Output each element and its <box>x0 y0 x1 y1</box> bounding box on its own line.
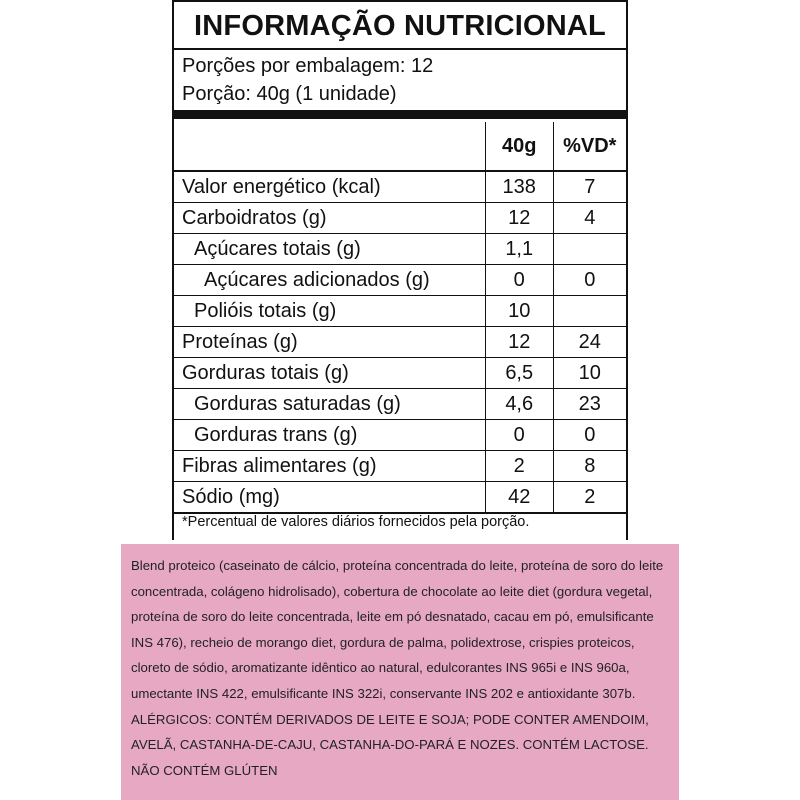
table-row <box>174 327 626 358</box>
table-row <box>174 234 626 265</box>
nutrient-amount: 10 <box>485 296 553 327</box>
table-row <box>174 451 626 482</box>
table-row <box>174 358 626 389</box>
servings-per-package: Porções por embalagem: 12 <box>182 55 434 77</box>
table-row <box>174 265 626 296</box>
ingredients-text: Blend proteico (caseinato de cálcio, proteína concentrada do leite, proteína de soro do leite concentrada, colágeno hidrolisado), cobertura de chocolate ao leite diet (gordura vegetal, proteína de soro do leite concentrada, leite em pó desnatado, cacau em pó, emulsificante INS 476), recheio de morango diet, gordura de palma, polidextrose, crispies proteicos, cloreto de sódio, aromatizante idêntico ao natural, edulcorantes INS 965i e INS 960a, umectante INS 422, emulsificante INS 322i, conservante INS 202 e antioxidante 307b. <box>131 558 664 701</box>
nutrient-name: Fibras alimentares (g) <box>174 451 485 482</box>
allergens-text: ALÉRGICOS: CONTÉM DERIVADOS DE LEITE E SOJA; PODE CONTER AMENDOIM, AVELÃ, CASTANHA-DE-CAJU, CASTANHA-DO-PARÁ E NOZES. CONTÉM LACTOSE. NÃO CONTÉM GLÚTEN <box>131 711 649 778</box>
nutrient-amount: 0 <box>485 265 553 296</box>
nutrient-amount: 12 <box>485 327 553 358</box>
ingredients-panel <box>121 544 679 800</box>
nutrient-dv: 0 <box>553 420 626 451</box>
nutrient-dv: 8 <box>553 451 626 482</box>
header-amount: 40g <box>485 122 553 171</box>
nutrient-dv: 10 <box>553 358 626 389</box>
table-row <box>174 296 626 327</box>
nutrient-amount: 6,5 <box>485 358 553 389</box>
nutrient-dv <box>553 296 626 327</box>
nutrient-amount: 138 <box>485 171 553 203</box>
nutrient-amount: 12 <box>485 203 553 234</box>
header-dv: %VD* <box>553 122 626 171</box>
nutrient-amount: 2 <box>485 451 553 482</box>
nutrient-dv <box>553 234 626 265</box>
nutrient-dv: 0 <box>553 265 626 296</box>
nutrition-facts-label <box>172 0 628 540</box>
nutrient-name: Açúcares adicionados (g) <box>174 265 485 296</box>
table-row <box>174 482 626 514</box>
table-row <box>174 389 626 420</box>
nutrient-name: Sódio (mg) <box>174 482 485 514</box>
nutrient-name: Açúcares totais (g) <box>174 234 485 265</box>
table-row <box>174 171 626 203</box>
nutrient-dv: 24 <box>553 327 626 358</box>
table-row <box>174 203 626 234</box>
nutrition-table <box>174 122 626 514</box>
title-divider <box>174 48 626 50</box>
nutrient-amount: 4,6 <box>485 389 553 420</box>
nutrient-dv: 4 <box>553 203 626 234</box>
table-row <box>174 420 626 451</box>
table-header-row <box>174 122 626 171</box>
label-title: INFORMAÇÃO NUTRICIONAL <box>194 10 606 42</box>
nutrient-dv: 2 <box>553 482 626 514</box>
nutrient-dv: 7 <box>553 171 626 203</box>
nutrient-name: Valor energético (kcal) <box>174 171 485 203</box>
dv-footnote: *Percentual de valores diários fornecidos pela porção. <box>182 514 530 530</box>
nutrient-name: Carboidratos (g) <box>174 203 485 234</box>
nutrient-amount: 42 <box>485 482 553 514</box>
nutrient-name: Gorduras totais (g) <box>174 358 485 389</box>
nutrient-name: Gorduras saturadas (g) <box>174 389 485 420</box>
nutrient-name: Gorduras trans (g) <box>174 420 485 451</box>
nutrient-name: Proteínas (g) <box>174 327 485 358</box>
nutrient-name: Polióis totais (g) <box>174 296 485 327</box>
nutrient-dv: 23 <box>553 389 626 420</box>
nutrient-amount: 0 <box>485 420 553 451</box>
nutrient-amount: 1,1 <box>485 234 553 265</box>
header-blank <box>174 122 485 171</box>
serving-size: Porção: 40g (1 unidade) <box>182 83 397 105</box>
thick-divider <box>174 110 626 119</box>
